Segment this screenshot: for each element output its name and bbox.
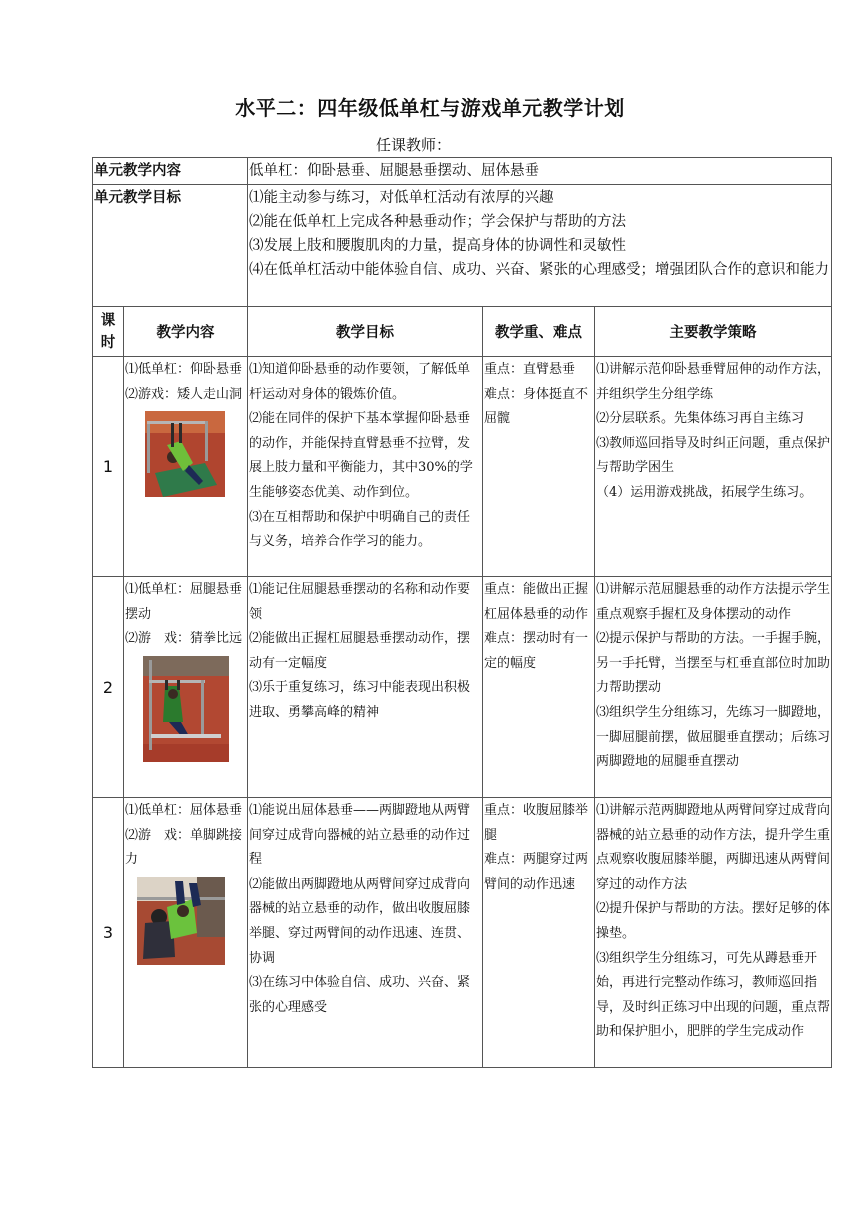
lesson-number: 2 [93, 577, 124, 798]
table-row [93, 798, 832, 1068]
lesson-goals [248, 577, 483, 798]
header-strategies: 主要教学策略 [595, 307, 832, 357]
difficult-point: 难点：身体挺直不屈髋 [484, 386, 589, 427]
key-point: 重点：收腹屈膝举腿 [484, 803, 589, 843]
page-title: 水平二：四年级低单杠与游戏单元教学计划 [235, 96, 625, 120]
unit-plan-table [92, 157, 832, 1068]
unit-goal-item: ⑶发展上肢和腰腹肌肉的力量，提高身体的协调性和灵敏性 [249, 238, 626, 254]
unit-goals-row [93, 185, 832, 307]
lesson-strategies [595, 577, 832, 798]
goal-item: ⑵能做出两脚蹬地从两臂间穿过成背向器械的站立悬垂的动作，做出收腹屈膝举腿、穿过两臂间的动作迅速、连贯、协调 [249, 876, 471, 966]
lesson-goals [248, 357, 483, 577]
unit-goal-item: ⑷在低单杠活动中能体验自信、成功、兴奋、紧张的心理感受；增强团队合作的意识和能力 [249, 262, 829, 278]
goal-item: ⑴能记住屈腿悬垂摆动的名称和动作要领 [249, 582, 471, 622]
unit-goals-label: 单元教学目标 [93, 185, 248, 307]
content-item: ⑵游 戏：猜拳比远 [125, 631, 243, 647]
goal-item: ⑶在练习中体验自信、成功、兴奋、紧张的心理感受 [249, 975, 471, 1015]
lesson-number: 3 [93, 798, 124, 1068]
goal-item: ⑴能说出屈体悬垂——两脚蹬地从两臂间穿过成背向器械的站立悬垂的动作过程 [249, 803, 471, 868]
lesson-photo [145, 411, 225, 497]
strategy-item: ⑵提升保护与帮助的方法。摆好足够的体操垫。 [596, 901, 831, 941]
content-item: ⑴低单杠：仰卧悬垂 [125, 362, 243, 377]
goal-item: ⑶在互相帮助和保护中明确自己的责任与义务，培养合作学习的能力。 [249, 509, 471, 550]
lesson-content [124, 577, 248, 798]
lesson-content [124, 798, 248, 1068]
key-point: 重点：能做出正握杠屈体悬垂的动作 [484, 582, 589, 622]
strategy-item: ⑴讲解示范仰卧悬垂臂屈伸的动作方法，并组织学生分组学练 [596, 362, 831, 402]
goal-item: ⑵能在同伴的保护下基本掌握仰卧悬垂的动作，并能保持直臂悬垂不拉臂，发展上肢力量和平衡能力，其中30%的学生能够姿态优美、动作到位。 [249, 411, 473, 500]
header-lesson-text: 课时 [100, 312, 116, 351]
difficult-point: 难点：两腿穿过两臂间的动作迅速 [484, 852, 589, 892]
lesson-number: 1 [93, 357, 124, 577]
lesson-photo [143, 656, 229, 762]
difficult-point: 难点：摆动时有一定的幅度 [484, 631, 589, 671]
lesson-key-points [483, 798, 595, 1068]
table-header-row [93, 307, 832, 357]
lesson-key-points [483, 357, 595, 577]
lesson-key-points [483, 577, 595, 798]
table-row [93, 357, 832, 577]
strategy-item: ⑶组织学生分组练习，可先从蹲悬垂开始，再进行完整动作练习，教师巡回指导，及时纠正练习中出现的问题，重点帮助和保护胆小，肥胖的学生完成动作 [596, 950, 831, 1040]
strategy-item: ⑶教师巡回指导及时纠正问题，重点保护与帮助学困生 [596, 435, 831, 476]
lesson-strategies [595, 798, 832, 1068]
strategy-item: ⑵提示保护与帮助的方法。一手握手腕，另一手托臂，当摆至与杠垂直部位时加助力帮助摆动 [596, 631, 831, 696]
goal-item: ⑴知道仰卧悬垂的动作要领，了解低单杆运动对身体的锻炼价值。 [249, 362, 471, 402]
header-lesson [93, 307, 124, 357]
header-content: 教学内容 [124, 307, 248, 357]
unit-content-value: 低单杠：仰卧悬垂、屈腿悬垂摆动、屈体悬垂 [248, 158, 832, 185]
lesson-photo [137, 877, 225, 965]
lesson-goals [248, 798, 483, 1068]
unit-content-label: 单元教学内容 [93, 158, 248, 185]
goal-item: ⑵能做出正握杠屈腿悬垂摆动动作，摆动有一定幅度 [249, 631, 471, 671]
strategy-item: ⑶组织学生分组练习，先练习一脚蹬地，一脚屈腿前摆，做屈腿垂直摆动；后练习两脚蹬地的屈腿垂直摆动 [596, 704, 831, 770]
unit-goal-item: ⑵能在低单杠上完成各种悬垂动作；学会保护与帮助的方法 [249, 214, 626, 230]
header-goals: 教学目标 [248, 307, 483, 357]
content-item: ⑴低单杠：屈腿悬垂摆动 [125, 582, 243, 622]
key-point: 重点：直臂悬垂 [484, 362, 576, 377]
strategy-item: （4）运用游戏挑战，拓展学生练习。 [596, 484, 813, 500]
table-row [93, 577, 832, 798]
goal-item: ⑶乐于重复练习，练习中能表现出积极进取、勇攀高峰的精神 [249, 680, 471, 720]
header-key-points: 教学重、难点 [483, 307, 595, 357]
unit-goal-item: ⑴能主动参与练习，对低单杠活动有浓厚的兴趣 [249, 190, 554, 206]
content-item: ⑵游戏：矮人走山洞 [125, 386, 243, 402]
unit-content-row [93, 158, 832, 185]
content-item: ⑵游 戏：单脚跳接力 [125, 827, 243, 868]
lesson-strategies [595, 357, 832, 577]
strategy-item: ⑵分层联系。先集体练习再自主练习 [596, 411, 805, 427]
strategy-item: ⑴讲解示范屈腿悬垂的动作方法提示学生重点观察手握杠及身体摆动的动作 [596, 582, 831, 622]
lesson-content [124, 357, 248, 577]
strategy-item: ⑴讲解示范两脚蹬地从两臂间穿过成背向器械的站立悬垂的动作方法，提升学生重点观察收腹屈膝举腿，两脚迅速从两臂间穿过的动作方法 [596, 803, 831, 892]
unit-goals-list [248, 185, 832, 307]
teacher-label: 任课教师： [376, 136, 452, 154]
content-item: ⑴低单杠：屈体悬垂 [125, 803, 243, 818]
